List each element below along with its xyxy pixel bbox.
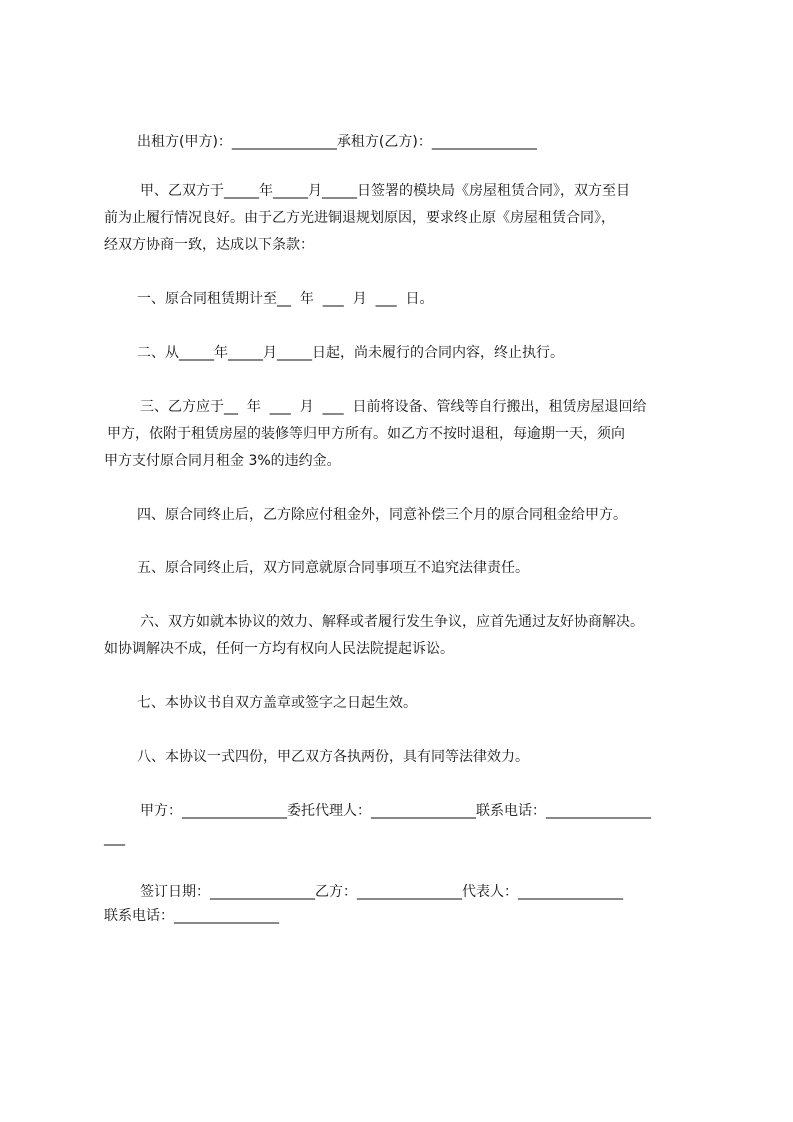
clause-3-line-1: 三、乙方应于__ 年 ___ 月 ___ 日前将设备、管线等自行搬出，租赁房屋退回给: [140, 399, 647, 415]
signature-party-a-cont: ___: [104, 830, 125, 846]
intro-line-2: 前为止履行情况良好。由于乙方光进铜退规划原因，要求终止原《房屋租赁合同》，: [104, 210, 615, 226]
clause-3-line-3: 甲方支付原合同月租金 3%的违约金。: [104, 453, 341, 469]
parties-line: 出租方(甲方)：_______________承租方(乙方)：_______________: [137, 134, 537, 150]
clause-8: 八、本协议一式四份，甲乙双方各执两份，具有同等法律效力。: [137, 749, 529, 765]
clause-1: 一、原合同租赁期计至__ 年 ___ 月 ___ 日。: [137, 291, 434, 307]
signature-party-a: 甲方：_______________委托代理人：_______________联系电话：_______________: [140, 803, 651, 819]
signature-date-party-b: 签订日期：_______________乙方：_______________代表人：_______________: [140, 884, 623, 900]
clause-2: 二、从_____年_____月_____日起，尚未履行的合同内容，终止执行。: [137, 345, 564, 361]
clause-6-line-1: 六、双方如就本协议的效力、解释或者履行发生争议，应首先通过友好协商解决。: [140, 614, 644, 630]
clause-4: 四、原合同终止后，乙方除应付租金外，同意补偿三个月的原合同租金给甲方。: [137, 507, 627, 523]
clause-3-line-2: 甲方，依附于租赁房屋的装修等归甲方所有。如乙方不按时退租，每逾期一天，须向: [107, 426, 625, 442]
clause-6-line-2: 如协调解决不成，任何一方均有权向人民法院提起诉讼。: [104, 641, 454, 657]
clause-5: 五、原合同终止后，双方同意就原合同事项互不追究法律责任。: [137, 560, 529, 576]
intro-line-3: 经双方协商一致，达成以下条款：: [104, 237, 314, 253]
signature-party-b-phone: 联系电话：_______________: [104, 908, 279, 924]
intro-line-1: 甲、乙双方于_____年_____月_____日签署的模块局《房屋租赁合同》，双方至目: [140, 183, 630, 199]
clause-7: 七、本协议书自双方盖章或签字之日起生效。: [137, 695, 417, 711]
